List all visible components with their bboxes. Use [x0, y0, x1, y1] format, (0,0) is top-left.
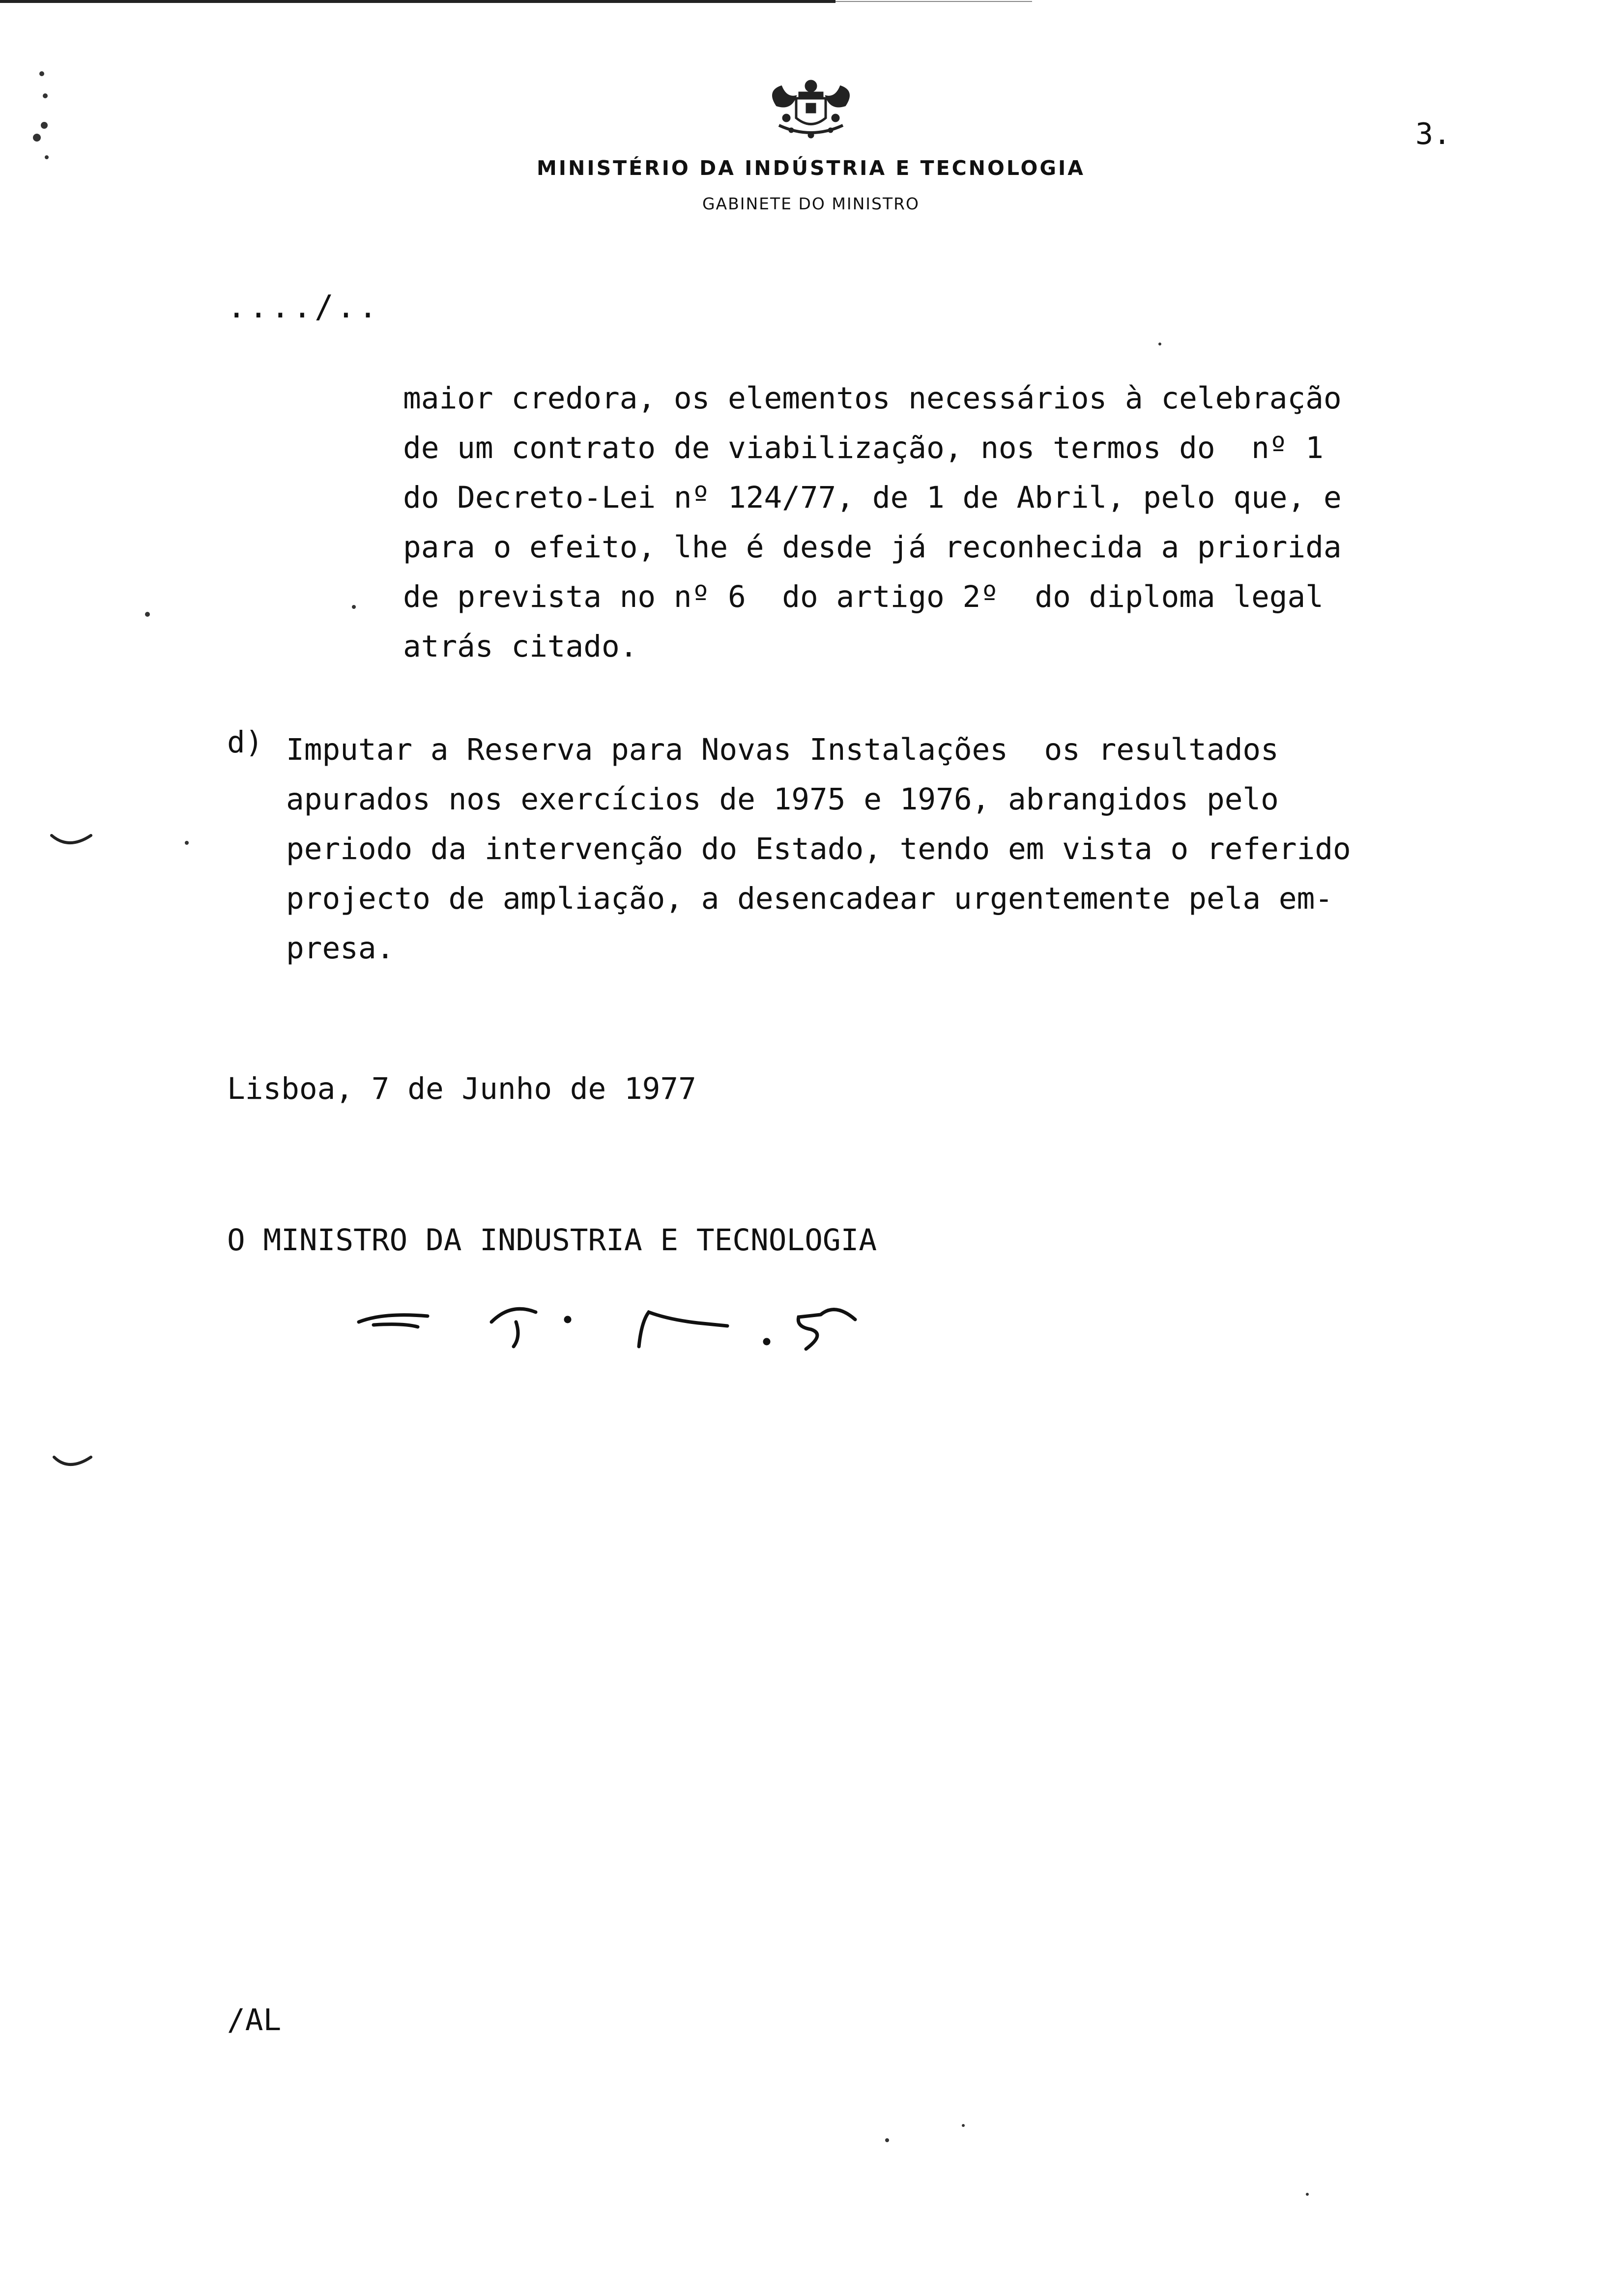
paragraph-line: presa.	[286, 931, 395, 966]
top-edge-rule-thin	[835, 1, 1032, 2]
date-line: Lisboa, 7 de Junho de 1977	[227, 1071, 696, 1106]
item-d-label: d)	[227, 725, 263, 760]
coat-of-arms-icon	[757, 71, 865, 143]
paragraph-line: projecto de ampliação, a desencadear urgentemente pela em-	[286, 881, 1333, 916]
paragraph-line: de um contrato de viabilização, nos termos do nº 1	[403, 430, 1324, 465]
paragraph-line: maior credora, os elementos necessários à celebração	[403, 381, 1342, 416]
paragraph-line: periodo da intervenção do Estado, tendo em vista o referido	[286, 832, 1351, 866]
paragraph-line: atrás citado.	[403, 629, 638, 664]
page-number: 3.	[1415, 117, 1451, 151]
paragraph-line: para o efeito, lhe é desde já reconhecida a priorida	[403, 530, 1342, 565]
paragraph-c	[403, 373, 1435, 671]
office-name: GABINETE DO MINISTRO	[702, 194, 920, 213]
paragraph-line: Imputar a Reserva para Novas Instalações os resultados	[286, 732, 1279, 767]
top-edge-rule	[0, 0, 835, 3]
typist-initials: /AL	[227, 2003, 282, 2038]
ministry-name: MINISTÉRIO DA INDÚSTRIA E TECNOLOGIA	[536, 156, 1085, 180]
paragraph-line: apurados nos exercícios de 1975 e 1976, abrangidos pelo	[286, 782, 1279, 817]
paragraph-line: do Decreto-Lei nº 124/77, de 1 de Abril, pelo que, e	[403, 480, 1342, 515]
handwritten-signature-icon	[354, 1292, 885, 1366]
minister-title: O MINISTRO DA INDUSTRIA E TECNOLOGIA	[227, 1223, 877, 1258]
continuation-mark: ..../..	[227, 289, 380, 325]
paragraph-d	[286, 725, 1495, 973]
paragraph-line: de prevista no nº 6 do artigo 2º do diploma legal	[403, 579, 1324, 614]
